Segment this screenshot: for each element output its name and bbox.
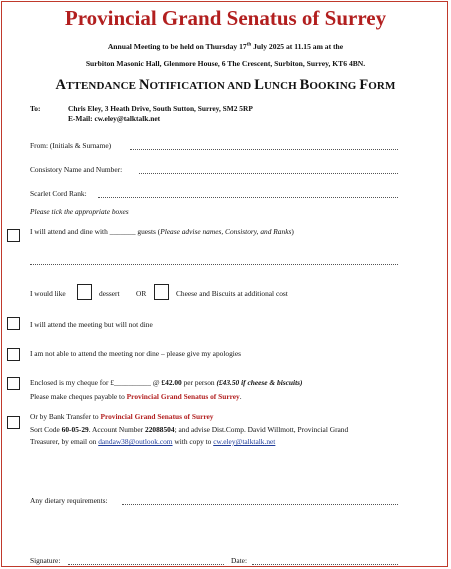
title-cap: F <box>359 77 369 93</box>
signature-label: Signature: <box>30 556 61 565</box>
tick-instruction: Please tick the appropriate boxes <box>30 207 129 216</box>
payable-org: Provincial Grand Senatus of Surrey <box>126 392 240 401</box>
treasurer-text-a: Treasurer, by email on <box>30 437 97 446</box>
dine-text-c: ) <box>291 227 294 236</box>
consistory-label: Consistory Name and Number: <box>30 165 123 174</box>
recipient-email: E-Mail: cw.eley@talktalk.net <box>68 114 161 123</box>
title-rest: ORM <box>368 80 396 92</box>
sort-text-a: Sort Code <box>30 425 60 434</box>
cheque-price: £42.00 <box>161 378 182 387</box>
cheese-label: Cheese and Biscuits at additional cost <box>176 289 288 298</box>
to-label: To: <box>30 104 41 113</box>
cheque-text-b: per person <box>183 378 215 387</box>
from-label: From: (Initials & Surname) <box>30 141 112 150</box>
signature-field[interactable] <box>68 564 224 565</box>
title-cap: N <box>138 77 150 93</box>
treasurer-text <box>30 437 275 446</box>
sort-code-text <box>30 425 348 434</box>
attend-dine-text <box>30 227 294 236</box>
bank-text <box>30 412 214 421</box>
cheque-note: (£43.50 if cheese & biscuits) <box>216 378 303 387</box>
dessert-checkbox[interactable] <box>77 284 92 300</box>
title-rest: UNCH <box>263 80 300 92</box>
dine-text: I will attend and dine with <box>30 227 108 236</box>
title-rest: OTIFICATION AND <box>149 80 255 92</box>
account-number: 22088504 <box>145 425 175 434</box>
payable-text-a: Please make cheques payable to <box>30 392 125 401</box>
attend-dine-checkbox[interactable] <box>7 229 20 242</box>
acct-text: . Account Number <box>88 425 144 434</box>
consistory-field[interactable] <box>139 173 398 174</box>
scarlet-cord-field[interactable] <box>98 197 398 198</box>
cheque-text-a: Enclosed is my cheque for £__________ @ <box>30 378 160 387</box>
title-cap: L <box>254 77 264 93</box>
dietary-field[interactable] <box>122 504 398 505</box>
cheque-text <box>30 378 302 387</box>
payable-text <box>30 392 242 401</box>
bank-org: Provincial Grand Senatus of Surrey <box>100 412 214 421</box>
meeting-not-dine-label: I will attend the meeting but will not dine <box>30 320 153 329</box>
or-label: OR <box>136 289 147 298</box>
dietary-label: Any dietary requirements: <box>30 496 108 505</box>
copy-email-link[interactable]: cw.eley@talktalk.net <box>213 437 276 446</box>
apologies-checkbox[interactable] <box>7 348 20 361</box>
page-title: Provincial Grand Senatus of Surrey <box>64 6 387 30</box>
meeting-text-b: July 2025 at 11.15 am at the <box>251 42 344 51</box>
date-label: Date: <box>231 556 248 565</box>
dine-text-b: guests ( <box>137 227 161 236</box>
scarlet-cord-label: Scarlet Cord Rank: <box>30 189 87 198</box>
bank-transfer-checkbox[interactable] <box>7 416 20 429</box>
apologies-label: I am not able to attend the meeting nor dine – please give my apologies <box>30 349 241 358</box>
title-rest: OOKING <box>309 80 360 92</box>
guest-count-field[interactable]: _______ <box>109 227 136 236</box>
title-rest: TTENDANCE <box>66 80 139 92</box>
treasurer-email-link[interactable]: dandaw38@outlook.com <box>98 437 173 446</box>
cheese-checkbox[interactable] <box>154 284 169 300</box>
payable-end: . <box>239 392 242 401</box>
would-like-label: I would like <box>30 289 66 298</box>
meeting-line-2: Surbiton Masonic Hall, Glenmore House, 6 The Crescent, Surbiton, Surrey, KT6 4BN. <box>85 59 366 68</box>
date-field[interactable] <box>252 564 398 565</box>
bank-text-a: Or by Bank Transfer to <box>30 412 99 421</box>
form-title <box>2 77 448 94</box>
sort-code: 60-05-29 <box>61 425 89 434</box>
sort-text-b: ; and advise Dist.Comp. David Willmott, Provincial Grand <box>174 425 349 434</box>
recipient-address: Chris Eley, 3 Heath Drive, South Sutton, Surrey, SM2 5RP <box>68 104 253 113</box>
from-field[interactable] <box>130 149 398 150</box>
cheque-checkbox[interactable] <box>7 377 20 390</box>
treasurer-text-b: with copy to <box>174 437 212 446</box>
meeting-line-1 <box>2 42 448 51</box>
meeting-sup: th <box>246 42 252 48</box>
meeting-not-dine-checkbox[interactable] <box>7 317 20 330</box>
dessert-label: dessert <box>99 289 120 298</box>
form-page <box>1 1 448 567</box>
dine-note: Please advise names, Consistory, and Ranks <box>160 227 292 236</box>
title-cap: B <box>299 77 310 93</box>
guest-names-field[interactable] <box>30 264 398 265</box>
title-cap: A <box>55 77 67 93</box>
meeting-text: Annual Meeting to be held on Thursday 17 <box>107 42 247 51</box>
